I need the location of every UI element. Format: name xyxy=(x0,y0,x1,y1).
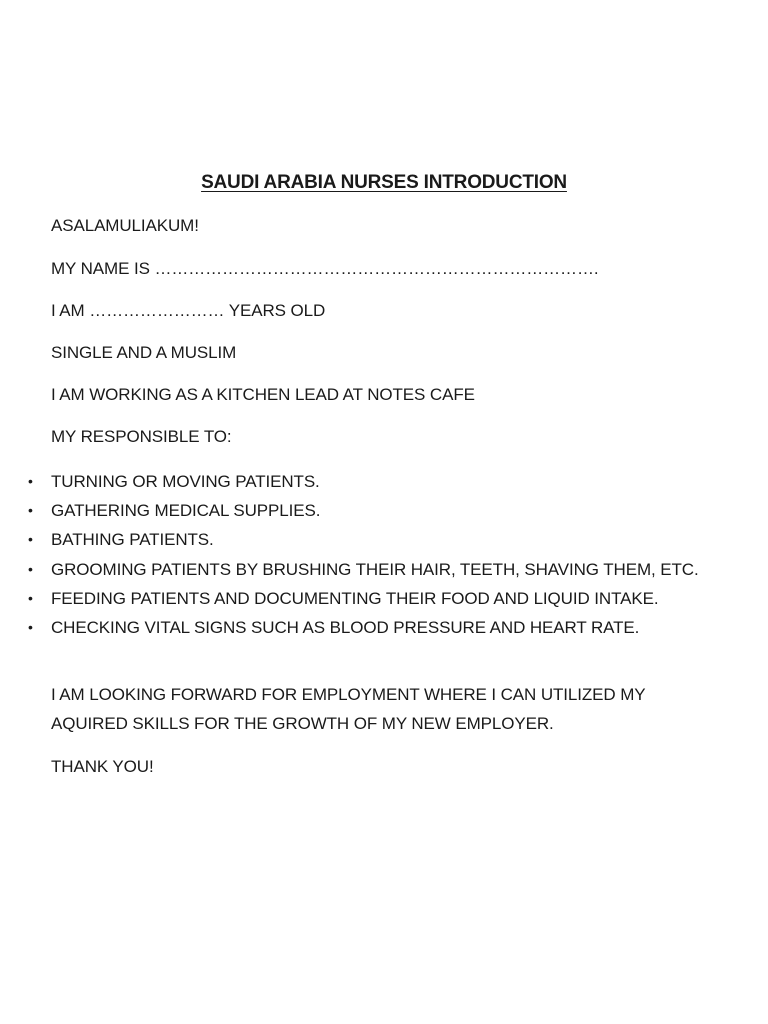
list-item xyxy=(0,613,768,642)
list-item xyxy=(0,555,768,584)
list-item xyxy=(0,467,768,496)
responsible-heading: MY RESPONSIBLE TO: xyxy=(51,427,232,446)
list-item xyxy=(0,525,768,554)
list-item-text: BATHING PATIENTS. xyxy=(51,530,214,550)
bullet-icon: • xyxy=(28,589,33,606)
list-item-text: FEEDING PATIENTS AND DOCUMENTING THEIR FOOD AND LIQUID INTAKE. xyxy=(51,588,659,608)
list-item-text: GROOMING PATIENTS BY BRUSHING THEIR HAIR, TEETH, SHAVING THEM, ETC. xyxy=(51,559,699,579)
bullet-icon: • xyxy=(28,473,33,489)
list-item-text: GATHERING MEDICAL SUPPLIES. xyxy=(51,501,321,521)
list-item-text: TURNING OR MOVING PATIENTS. xyxy=(51,472,320,491)
age-line: I AM …………………… YEARS OLD xyxy=(51,301,326,320)
closing-line-1: I AM LOOKING FORWARD FOR EMPLOYMENT WHERE I CAN UTILIZED MY xyxy=(51,685,646,704)
thank-you-text: THANK YOU! xyxy=(51,757,154,776)
greeting-text: ASALAMULIAKUM! xyxy=(51,216,199,235)
bullet-icon: • xyxy=(28,531,33,548)
list-item xyxy=(0,496,768,525)
bullet-icon: • xyxy=(28,502,33,519)
status-line: SINGLE AND A MUSLIM xyxy=(51,343,237,362)
work-line: I AM WORKING AS A KITCHEN LEAD AT NOTES CAFE xyxy=(51,385,475,404)
list-item-text: CHECKING VITAL SIGNS SUCH AS BLOOD PRESSURE AND HEART RATE. xyxy=(51,617,640,637)
responsibilities-list xyxy=(0,467,768,642)
list-item xyxy=(0,584,768,613)
document-title: SAUDI ARABIA NURSES INTRODUCTION xyxy=(201,172,567,193)
name-line: MY NAME IS ……………………………………………………………………. xyxy=(51,259,599,278)
bullet-icon: • xyxy=(28,560,33,577)
bullet-icon: • xyxy=(28,618,33,635)
closing-line-2: AQUIRED SKILLS FOR THE GROWTH OF MY NEW EMPLOYER. xyxy=(51,714,554,733)
